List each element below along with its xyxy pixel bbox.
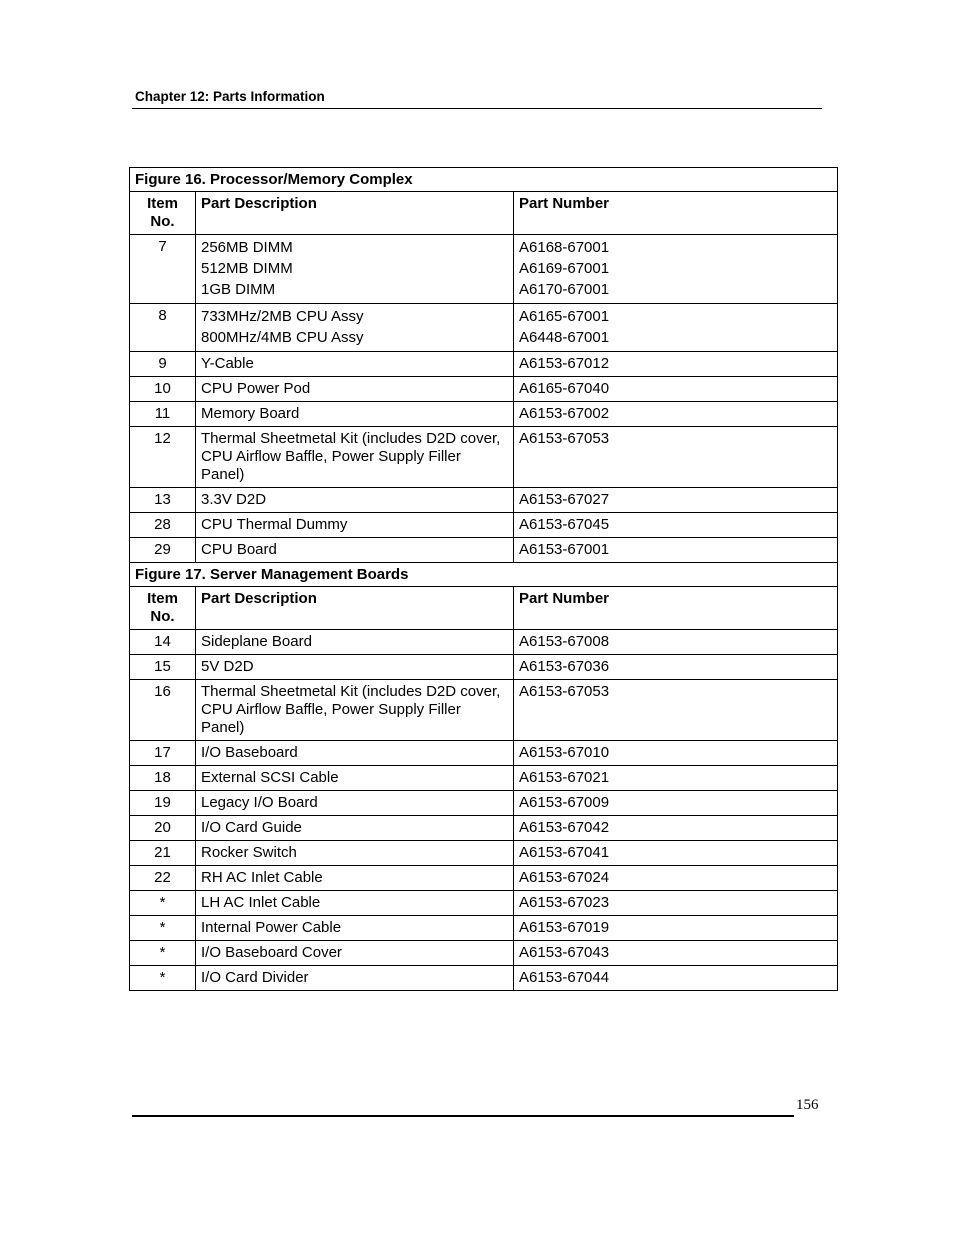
part-number-line: A6153-67053 <box>519 430 610 447</box>
description-line: Thermal Sheetmetal Kit (includes D2D cover, CPU Airflow Baffle, Power Supply Filler Panel) <box>201 683 501 736</box>
table-row <box>130 630 838 655</box>
header-part-description: Part Description <box>196 192 514 235</box>
part-number-line: A6153-67045 <box>519 516 610 533</box>
table-row <box>130 791 838 816</box>
part-number-line: A6165-67001 <box>519 308 610 325</box>
item-number: 13 <box>130 488 196 513</box>
header-part-number: Part Number <box>514 192 838 235</box>
description-line: Internal Power Cable <box>201 919 342 936</box>
part-number <box>514 488 838 513</box>
figure-title-row <box>130 563 838 587</box>
item-number: * <box>130 966 196 991</box>
figure-title-row <box>130 168 838 192</box>
description-line: Memory Board <box>201 405 300 422</box>
part-number-line: A6168-67001 <box>519 239 610 256</box>
description-line: 800MHz/4MB CPU Assy <box>201 329 364 346</box>
part-description <box>196 488 514 513</box>
part-number <box>514 377 838 402</box>
item-number: 19 <box>130 791 196 816</box>
part-number-line: A6153-67023 <box>519 894 610 911</box>
header-item-no: Item No. <box>130 587 196 630</box>
description-line: Rocker Switch <box>201 844 297 861</box>
description-line: 512MB DIMM <box>201 260 293 277</box>
part-number <box>514 427 838 488</box>
part-description <box>196 630 514 655</box>
item-number: 16 <box>130 680 196 741</box>
description-line: 1GB DIMM <box>201 281 276 298</box>
part-number-line: A6153-67008 <box>519 633 610 650</box>
description-line: 3.3V D2D <box>201 491 267 508</box>
part-number-line: A6153-67024 <box>519 869 610 886</box>
table-row <box>130 427 838 488</box>
description-line: Sideplane Board <box>201 633 312 650</box>
description-line: I/O Baseboard <box>201 744 298 761</box>
table-row <box>130 941 838 966</box>
chapter-header: Chapter 12: Parts Information <box>135 89 325 104</box>
table-row <box>130 235 838 304</box>
item-number: 28 <box>130 513 196 538</box>
part-number <box>514 841 838 866</box>
header-part-description: Part Description <box>196 587 514 630</box>
part-description <box>196 377 514 402</box>
item-number: 17 <box>130 741 196 766</box>
part-description <box>196 966 514 991</box>
part-number-line: A6153-67042 <box>519 819 610 836</box>
item-number: 22 <box>130 866 196 891</box>
part-number <box>514 680 838 741</box>
part-description <box>196 655 514 680</box>
item-number: 7 <box>130 235 196 304</box>
description-line: CPU Board <box>201 541 277 558</box>
description-line: 5V D2D <box>201 658 254 675</box>
header-rule <box>132 108 822 109</box>
description-line: LH AC Inlet Cable <box>201 894 321 911</box>
part-number-line: A6153-67041 <box>519 844 610 861</box>
item-number: 12 <box>130 427 196 488</box>
item-number: * <box>130 891 196 916</box>
table-row <box>130 841 838 866</box>
item-number: * <box>130 941 196 966</box>
part-number <box>514 513 838 538</box>
table-row <box>130 377 838 402</box>
part-number <box>514 630 838 655</box>
part-number <box>514 816 838 841</box>
part-number-line: A6448-67001 <box>519 329 610 346</box>
part-description <box>196 741 514 766</box>
part-number <box>514 352 838 377</box>
part-description <box>196 352 514 377</box>
item-number: 11 <box>130 402 196 427</box>
footer-rule <box>132 1115 794 1117</box>
description-line: RH AC Inlet Cable <box>201 869 323 886</box>
description-line: External SCSI Cable <box>201 769 339 786</box>
part-number <box>514 402 838 427</box>
part-number-line: A6153-67010 <box>519 744 610 761</box>
page-number: 156 <box>796 1097 819 1113</box>
table-row <box>130 916 838 941</box>
item-number: 10 <box>130 377 196 402</box>
description-line: I/O Card Guide <box>201 819 302 836</box>
table-row <box>130 766 838 791</box>
description-line: 256MB DIMM <box>201 239 293 256</box>
part-description <box>196 427 514 488</box>
item-number: 15 <box>130 655 196 680</box>
part-description <box>196 766 514 791</box>
item-number: 9 <box>130 352 196 377</box>
part-description <box>196 866 514 891</box>
item-number: 29 <box>130 538 196 563</box>
part-number-line: A6153-67027 <box>519 491 610 508</box>
figure-title: Figure 17. Server Management Boards <box>130 563 838 587</box>
part-number <box>514 791 838 816</box>
part-number-line: A6153-67036 <box>519 658 610 675</box>
table-row <box>130 816 838 841</box>
column-header-row <box>130 587 838 630</box>
table-row <box>130 304 838 352</box>
description-line: Thermal Sheetmetal Kit (includes D2D cover, CPU Airflow Baffle, Power Supply Filler Panel) <box>201 430 501 483</box>
part-description <box>196 841 514 866</box>
part-number <box>514 304 838 352</box>
parts-table <box>129 167 838 991</box>
item-number: 18 <box>130 766 196 791</box>
part-number <box>514 966 838 991</box>
description-line: I/O Baseboard Cover <box>201 944 342 961</box>
table-row <box>130 866 838 891</box>
part-number-line: A6153-67019 <box>519 919 610 936</box>
part-number-line: A6153-67001 <box>519 541 610 558</box>
part-description <box>196 235 514 304</box>
part-description <box>196 304 514 352</box>
header-item-no: Item No. <box>130 192 196 235</box>
part-number <box>514 766 838 791</box>
item-number: 20 <box>130 816 196 841</box>
part-number <box>514 655 838 680</box>
part-number-line: A6153-67043 <box>519 944 610 961</box>
item-number: 21 <box>130 841 196 866</box>
description-line: I/O Card Divider <box>201 969 309 986</box>
item-number: 8 <box>130 304 196 352</box>
table-row <box>130 680 838 741</box>
item-number: * <box>130 916 196 941</box>
part-number <box>514 741 838 766</box>
part-number-line: A6153-67009 <box>519 794 610 811</box>
part-number <box>514 866 838 891</box>
part-number-line: A6170-67001 <box>519 281 610 298</box>
part-number-line: A6169-67001 <box>519 260 610 277</box>
part-number-line: A6153-67012 <box>519 355 610 372</box>
table-row <box>130 352 838 377</box>
table-row <box>130 655 838 680</box>
part-number <box>514 235 838 304</box>
part-description <box>196 538 514 563</box>
figure-title: Figure 16. Processor/Memory Complex <box>130 168 838 192</box>
part-description <box>196 816 514 841</box>
part-number <box>514 891 838 916</box>
part-number-line: A6153-67044 <box>519 969 610 986</box>
part-description <box>196 941 514 966</box>
table-row <box>130 741 838 766</box>
table-row <box>130 402 838 427</box>
part-number-line: A6153-67021 <box>519 769 610 786</box>
part-number <box>514 538 838 563</box>
table-row <box>130 891 838 916</box>
description-line: 733MHz/2MB CPU Assy <box>201 308 364 325</box>
part-description <box>196 891 514 916</box>
table-row <box>130 538 838 563</box>
part-description <box>196 680 514 741</box>
part-number-line: A6153-67053 <box>519 683 610 700</box>
table-row <box>130 488 838 513</box>
description-line: Legacy I/O Board <box>201 794 318 811</box>
description-line: Y-Cable <box>201 355 254 372</box>
description-line: CPU Power Pod <box>201 380 311 397</box>
description-line: CPU Thermal Dummy <box>201 516 348 533</box>
column-header-row <box>130 192 838 235</box>
part-number-line: A6165-67040 <box>519 380 610 397</box>
table-row <box>130 513 838 538</box>
table-row <box>130 966 838 991</box>
part-description <box>196 791 514 816</box>
part-number <box>514 941 838 966</box>
part-description <box>196 402 514 427</box>
part-number <box>514 916 838 941</box>
header-part-number: Part Number <box>514 587 838 630</box>
item-number: 14 <box>130 630 196 655</box>
part-description <box>196 916 514 941</box>
part-description <box>196 513 514 538</box>
part-number-line: A6153-67002 <box>519 405 610 422</box>
